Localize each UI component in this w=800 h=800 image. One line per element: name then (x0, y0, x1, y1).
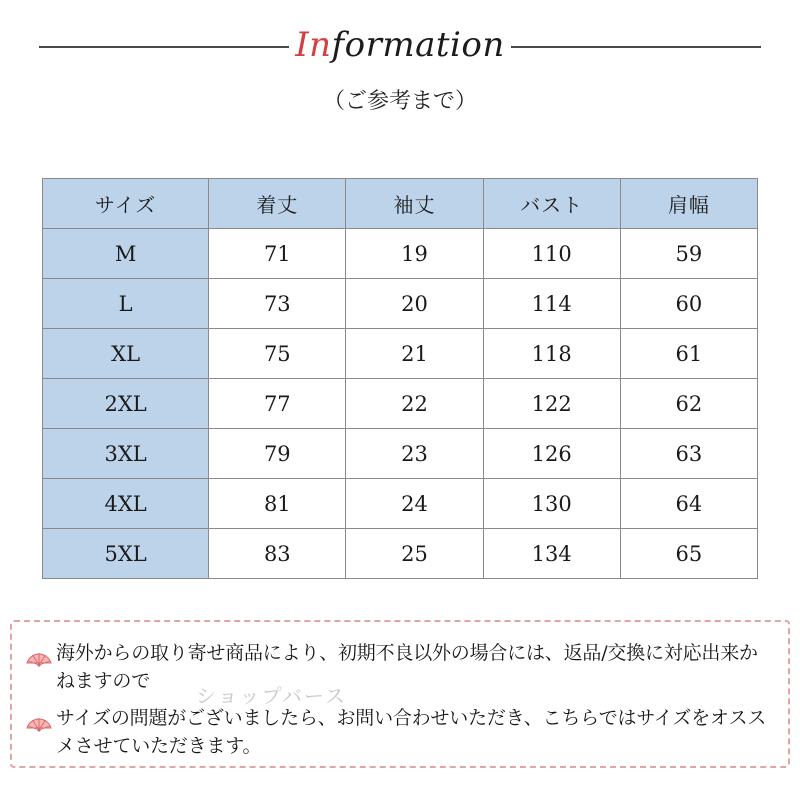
table-row (43, 529, 758, 579)
size-table-head (43, 179, 758, 229)
table-row (43, 329, 758, 379)
page-subtitle: （ご参考まで） (322, 89, 477, 114)
cell-size: XL (43, 329, 209, 379)
cell-shoulder: 64 (620, 479, 757, 529)
cell-length: 79 (209, 429, 346, 479)
column-header-sleeve: 袖丈 (346, 179, 483, 229)
table-header-row (43, 179, 758, 229)
cell-sleeve: 22 (346, 379, 483, 429)
cell-shoulder: 63 (620, 429, 757, 479)
cell-bust: 118 (483, 329, 620, 379)
cell-sleeve: 23 (346, 429, 483, 479)
cell-bust: 122 (483, 379, 620, 429)
cell-sleeve: 20 (346, 279, 483, 329)
cell-sleeve: 19 (346, 229, 483, 279)
notice-text-return-policy: 海外からの取り寄せ商品により、初期不良以外の場合には、返品/交換に対応出来かねますので (56, 642, 758, 692)
cell-size: 3XL (43, 429, 209, 479)
page-title (295, 25, 505, 66)
header-rule-right (511, 46, 761, 48)
column-header-shoulder: 肩幅 (620, 179, 757, 229)
notice-row-size-help (12, 705, 788, 760)
cell-shoulder: 61 (620, 329, 757, 379)
cell-bust: 134 (483, 529, 620, 579)
cell-sleeve: 24 (346, 479, 483, 529)
cell-bust: 126 (483, 429, 620, 479)
cell-length: 71 (209, 229, 346, 279)
column-header-bust: バスト (483, 179, 620, 229)
cell-shoulder: 65 (620, 529, 757, 579)
cell-length: 83 (209, 529, 346, 579)
cell-sleeve: 25 (346, 529, 483, 579)
notice-box (10, 620, 790, 768)
cell-length: 77 (209, 379, 346, 429)
fan-icon (24, 642, 54, 668)
table-row (43, 479, 758, 529)
cell-bust: 114 (483, 279, 620, 329)
size-table-wrapper (42, 178, 758, 579)
table-row (43, 429, 758, 479)
size-table (42, 178, 758, 579)
page-title-accent: In (295, 25, 332, 65)
size-table-body (43, 229, 758, 579)
table-row (43, 379, 758, 429)
column-header-length: 着丈 (209, 179, 346, 229)
cell-length: 81 (209, 479, 346, 529)
cell-size: 2XL (43, 379, 209, 429)
cell-size: 4XL (43, 479, 209, 529)
header-rule-left (39, 46, 289, 48)
cell-sleeve: 21 (346, 329, 483, 379)
cell-size: L (43, 279, 209, 329)
table-row (43, 279, 758, 329)
cell-bust: 110 (483, 229, 620, 279)
cell-bust: 130 (483, 479, 620, 529)
notice-row-return-policy (12, 640, 788, 695)
cell-shoulder: 62 (620, 379, 757, 429)
cell-size: M (43, 229, 209, 279)
page-header (0, 22, 800, 72)
cell-length: 75 (209, 329, 346, 379)
notice-text-size-help: サイズの問題がございましたら、お問い合わせいただき、こちらではサイズをオススメさせていただきます。 (56, 707, 767, 757)
cell-shoulder: 59 (620, 229, 757, 279)
fan-icon (24, 707, 54, 733)
cell-size: 5XL (43, 529, 209, 579)
column-header-size: サイズ (43, 179, 209, 229)
page-title-rest: formation (331, 25, 505, 65)
cell-length: 73 (209, 279, 346, 329)
shop-watermark: ショップバース (196, 684, 347, 708)
table-row (43, 229, 758, 279)
cell-shoulder: 60 (620, 279, 757, 329)
